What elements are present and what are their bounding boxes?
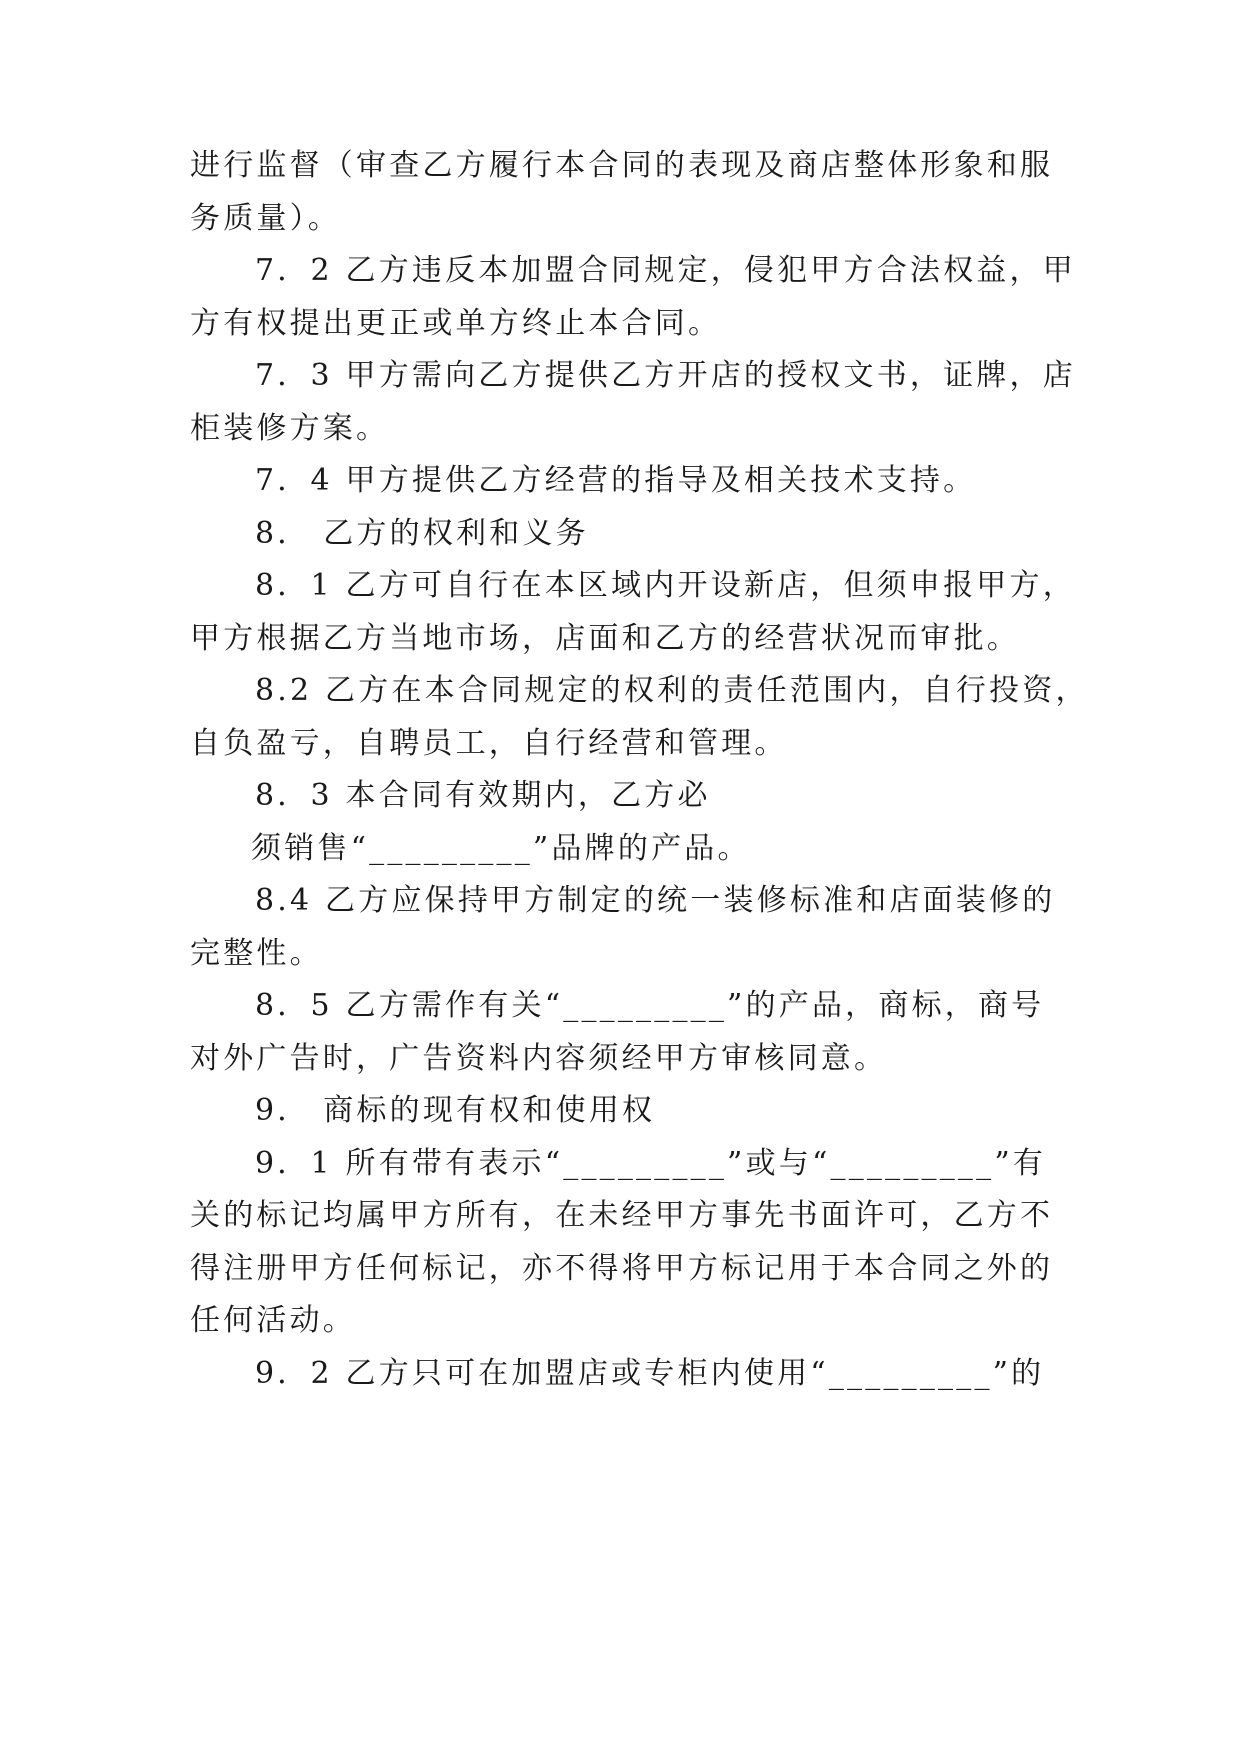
section-heading: 9． 商标的现有权和使用权 (255, 1093, 656, 1128)
text-line: 任何活动。 (190, 1303, 356, 1338)
text-line: 柜装修方案。 (190, 411, 390, 446)
text-line: 8.4 乙方应保持甲方制定的统一装修标准和店面装修的 (255, 883, 1056, 918)
text-line: 方有权提出更正或单方终止本合同。 (190, 306, 722, 341)
text-line: 8．1 乙方可自行在本区域内开设新店，但须申报甲方， (255, 568, 1076, 603)
text-line: 8．5 乙方需作有关“_________”的产品，商标，商号 (255, 988, 1045, 1023)
text-line: 对外广告时，广告资料内容须经甲方审核同意。 (190, 1041, 888, 1076)
text-line: 7．4 甲方提供乙方经营的指导及相关技术支持。 (255, 463, 977, 498)
text-line: 7．2 乙方违反本加盟合同规定，侵犯甲方合法权益，甲 (255, 253, 1076, 288)
section-heading: 8． 乙方的权利和义务 (255, 516, 589, 551)
text-line: 关的标记均属甲方所有，在未经甲方事先书面许可，乙方不 (190, 1198, 1054, 1233)
text-line: 务质量）。 (190, 201, 341, 236)
text-line: 完整性。 (190, 936, 323, 971)
text-line: 8．3 本合同有效期内，乙方必 (255, 778, 711, 813)
text-line: 甲方根据乙方当地市场，店面和乙方的经营状况而审批。 (190, 621, 1020, 656)
text-line: 进行监督（审查乙方履行本合同的表现及商店整体形象和服 (190, 148, 1054, 183)
text-line: 9．1 所有带有表示“_________”或与“_________”有 (255, 1146, 1047, 1181)
text-line: 9．2 乙方只可在加盟店或专柜内使用“_________”的 (255, 1356, 1045, 1391)
text-line: 8.2 乙方在本合同规定的权利的责任范围内，自行投资， (255, 673, 1089, 708)
text-line: 自负盈亏，自聘员工，自行经营和管理。 (190, 726, 788, 761)
text-line: 7．3 甲方需向乙方提供乙方开店的授权文书，证牌，店 (255, 358, 1076, 393)
text-line: 得注册甲方任何标记，亦不得将甲方标记用于本合同之外的 (190, 1251, 1054, 1286)
text-line: 须销售“_________”品牌的产品。 (251, 831, 751, 866)
